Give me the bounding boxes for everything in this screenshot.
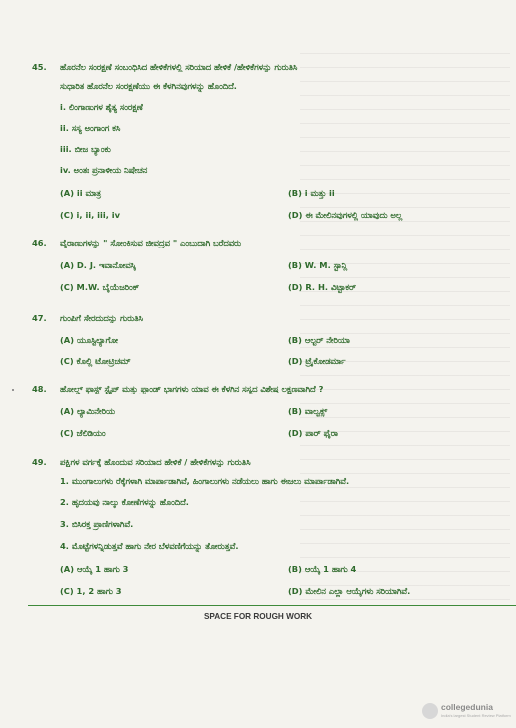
option-d: (D) R. H. ವಿಟ್ಟಾಕರ್ [288, 282, 357, 292]
question-line: 3. ಬಿಸಿರಕ್ತ ಪ್ರಾಣಿಗಳಾಗಿವೆ. [60, 519, 134, 529]
option-d: (D) ಟ್ರೈಕೋಡರ್ಮಾ [288, 356, 346, 366]
option-b: (B) ಆಯ್ಕೆ 1 ಹಾಗು 4 [288, 564, 357, 574]
option-b: (B) i ಮತ್ತು ii [288, 188, 335, 198]
option-a: (A) ಯೂಸ್ಟಿಲ್ಯಾಗೋ [60, 335, 119, 345]
question-number: 45. [32, 62, 47, 72]
collegedunia-logo [422, 700, 511, 722]
rough-work-label: SPACE FOR ROUGH WORK [203, 612, 313, 621]
option-b: (B) ವಾಲ್ವಕ್ಸ್ [288, 406, 328, 416]
question-number: 47. [32, 313, 47, 323]
option-c: (C) ಜೆಲಿಡಿಯಂ [60, 428, 106, 438]
question-number: 46. [32, 238, 47, 248]
question-text: ಹೊರನೆಲ ಸಂರಕ್ಷಣೆ ಸಂಬಂಧಿಸಿದ ಹೇಳಿಕೆಗಳಲ್ಲಿ ಸರಿಯಾದ ಹೇಳಿಕೆ /ಹೇಳಿಕೆಗಳನ್ನು ಗುರುತಿಸಿ [60, 62, 298, 72]
question-line: ii. ಸಸ್ಯ ಅಂಗಾಂಗ ಕಸಿ [60, 123, 121, 133]
option-c: (C) M.W. ಬೈಯೆಜರಿಂಕ್ [60, 282, 140, 292]
option-c: (C) 1, 2 ಹಾಗು 3 [60, 586, 122, 596]
option-d: (D) ಮೇಲಿನ ಎಲ್ಲಾ ಆಯ್ಕೆಗಳು ಸರಿಯಾಗಿವೆ. [288, 586, 411, 596]
question-line: i. ಲಿಂಗಾಣುಗಳ ಶೈತ್ಯ ಸಂರಕ್ಷಣೆ [60, 102, 143, 112]
option-a: (A) ii ಮಾತ್ರ [60, 188, 102, 198]
question-line: iii. ಬೀಜ ಬ್ಯಾಂಕು [60, 144, 111, 154]
question-line: iv. ಅಂತಃ ಪ್ರನಾಳೀಯ ನಿಷೇಚನ [60, 165, 148, 175]
logo-mark-icon [422, 703, 438, 719]
question-line: 4. ಮೊಟ್ಟೆಗಳನ್ನಿಡುತ್ತವೆ ಹಾಗು ನೇರ ಬೆಳವಣಿಗೆಯನ್ನು ತೋರುತ್ತವೆ. [60, 541, 239, 551]
option-c: (C) ಕೊಲ್ಲಿ ಟೋಟ್ರಿಚಮ್ [60, 356, 131, 366]
logo-tagline: India's largest Student Review Platform [441, 713, 511, 718]
question-number: 48. [32, 384, 47, 394]
question-text: ವೈರಾಣುಗಳನ್ನು " ಸೋಂಕಿಸುವ ಜೀವದ್ರವ " ಎಂಬುದಾಗಿ ಬರೆದವರು [60, 238, 242, 248]
question-line: 1. ಮುಂಗಾಲುಗಳು ರೆಕ್ಕೆಗಳಾಗಿ ಮಾರ್ಪಾಡಾಗಿವೆ, ಹಿಂಗಾಲುಗಳು ನಡೆಯಲು ಹಾಗು ಈಜಲು ಮಾರ್ಪಾಡಾಗಿವೆ. [60, 476, 350, 486]
margin-mark [12, 389, 14, 391]
option-d: (D) ಈ ಮೇಲಿನವುಗಳಲ್ಲಿ ಯಾವುದು ಅಲ್ಲ [288, 210, 403, 220]
logo-brand: collegedunia [441, 702, 493, 712]
question-text: ಪಕ್ಷಿಗಳ ವರ್ಗಕ್ಕೆ ಹೊಂದುವ ಸರಿಯಾದ ಹೇಳಿಕೆ / ಹೇಳಿಕೆಗಳನ್ನು ಗುರುತಿಸಿ [60, 457, 251, 467]
question-line: 2. ಹೃದಯವು ನಾಲ್ಕು ಕೋಣೆಗಳನ್ನು ಹೊಂದಿದೆ. [60, 497, 189, 507]
question-line: ಸುಧಾರಿತ ಹೊರನೆಲ ಸಂರಕ್ಷಣೆಯು ಈ ಕೆಳಗಿನವುಗಳನ್ನು ಹೊಂದಿದೆ. [60, 81, 237, 91]
option-b: (B) W. M. ಸ್ಟಾನ್ಲಿ [288, 260, 348, 270]
footer-divider [28, 605, 516, 606]
question-text: ಗುಂಪಿಗೆ ಸೇರದುದನ್ನು ಗುರುತಿಸಿ [60, 313, 143, 323]
option-a: (A) D. J. ಇವಾನೋವಸ್ಕಿ [60, 260, 136, 270]
question-text: ಹೋಲ್ಡ್ ಫಾಸ್ಟ್ ಸ್ಟೈಪ್ ಮತ್ತು ಫ್ರಾಂಡ್ ಭಾಗಗಳು ಯಾವ ಈ ಕೆಳಗಿನ ಸಸ್ಯದ ವಿಶೇಷ ಲಕ್ಷಣವಾಗಿದೆ ? [60, 384, 324, 394]
question-number: 49. [32, 457, 47, 467]
option-a: (A) ಆಯ್ಕೆ 1 ಹಾಗು 3 [60, 564, 129, 574]
option-c: (C) i, ii, iii, iv [60, 210, 120, 220]
option-d: (D) ಪಾರ್ ಫೈರಾ [288, 428, 338, 438]
option-b: (B) ಆಲ್ಟರ್ ನೇರಿಯಾ [288, 335, 350, 345]
option-a: (A) ಲ್ಯಾಮಿನೇರಿಯ [60, 406, 115, 416]
